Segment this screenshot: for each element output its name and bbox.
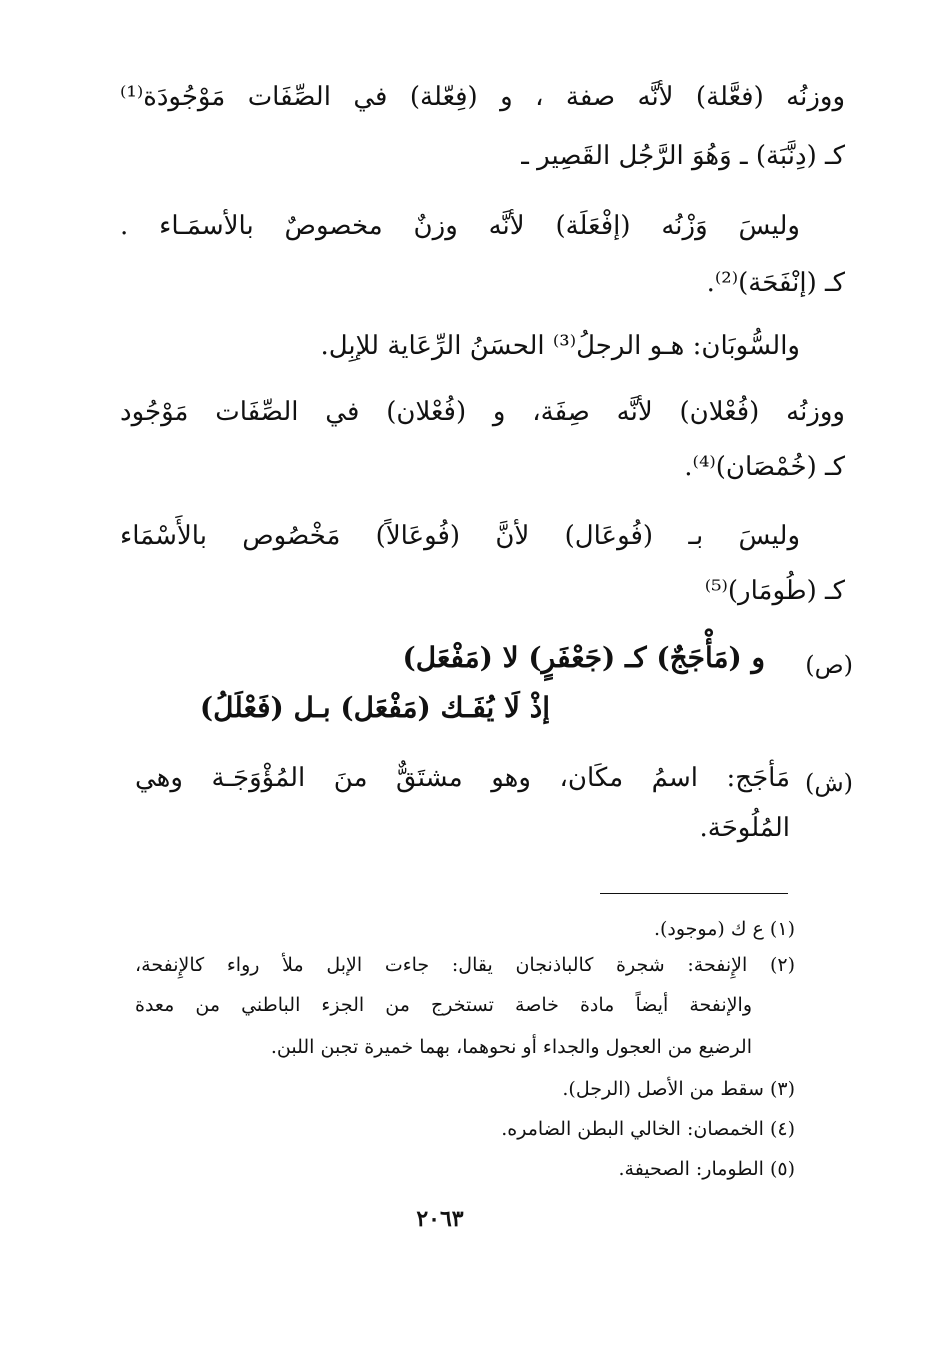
footnote-2-cont-1: والإنفحة أيضاً مادة خاصة تستخرج من الجزء الباطني من معدة <box>135 994 752 1016</box>
text-line-3: وليسَ وَزْنُه (إفْعَلَة) لأنَّه وزنٌ مخصوصٌ بالأسمَـاء . <box>120 211 800 241</box>
verse-line-2: إذْ لَا يُفَـك (مَفْعَل) بـل (فَعْلَلُ) <box>199 691 550 724</box>
footnote-5: (٥) الطومار: الصحيفة. <box>618 1158 795 1180</box>
text-line-7: كـ (خُمْصَان)⁽⁴⁾. <box>684 452 845 482</box>
text-line-2: كـ (دِنَّبَة) ـ وَهُوَ الرَّجُل القَصِير ـ <box>521 141 845 171</box>
sharh-marker: (ش) <box>804 769 853 797</box>
text-line-4: كـ (إنْفَحَة)⁽²⁾. <box>706 268 845 298</box>
text-line-6: ووزنُه (فُعْلان) لأنَّه صِفَة، و (فُعْلان) في الصِّفَات مَوْجُود <box>120 397 845 427</box>
footnote-1: (١) ع ك (موجود). <box>653 918 795 940</box>
sharh-line-1: مَأجَج: اسمُ مكَان، وهو مشتَقٌّ منَ المُؤْوَجَـة وهي <box>135 763 790 793</box>
footnote-separator <box>600 893 788 894</box>
page-number: ٢٠٦٣ <box>416 1206 464 1232</box>
verse-line-1: و (مَأْجَجٌ) كـ (جَعْفَرٍ) لا (مَفْعَل) <box>402 641 765 674</box>
text-line-5: والسُّوبَان: هـو الرجلُ⁽³⁾ الحسَنُ الرِّعَاية للإبِل. <box>320 331 800 361</box>
text-line-9: كـ (طُومَار)⁽⁵⁾ <box>704 576 845 606</box>
verse-marker: (ص) <box>805 651 853 679</box>
footnote-2: (٢) الإِنفحة: شجرة كالباذنجان يقال: جاءت الإبل ملأ رواء كالإِنفحة، <box>135 954 795 976</box>
text-line-8: وليسَ بـ (فُوعَال) لأنَّ (فُوعَالاً) مَخْصُوص بالأَسْمَاء <box>120 521 800 551</box>
text-line-1: ووزنُه (فعَّلة) لأنَّه صفة ، و (فِعّلة) في الصِّفَات مَوْجُودَة⁽¹⁾ <box>120 82 845 112</box>
footnote-2-cont-2: الرضيع من العجول والجداء أو نحوهما، بهما خميرة تجبن اللبن. <box>270 1036 752 1058</box>
footnote-4: (٤) الخمصان: الخالي البطن الضامره. <box>501 1118 795 1140</box>
sharh-line-2: المُلُوحَة. <box>699 813 790 843</box>
footnote-3: (٣) سقط من الأصل (الرجل). <box>562 1078 795 1100</box>
